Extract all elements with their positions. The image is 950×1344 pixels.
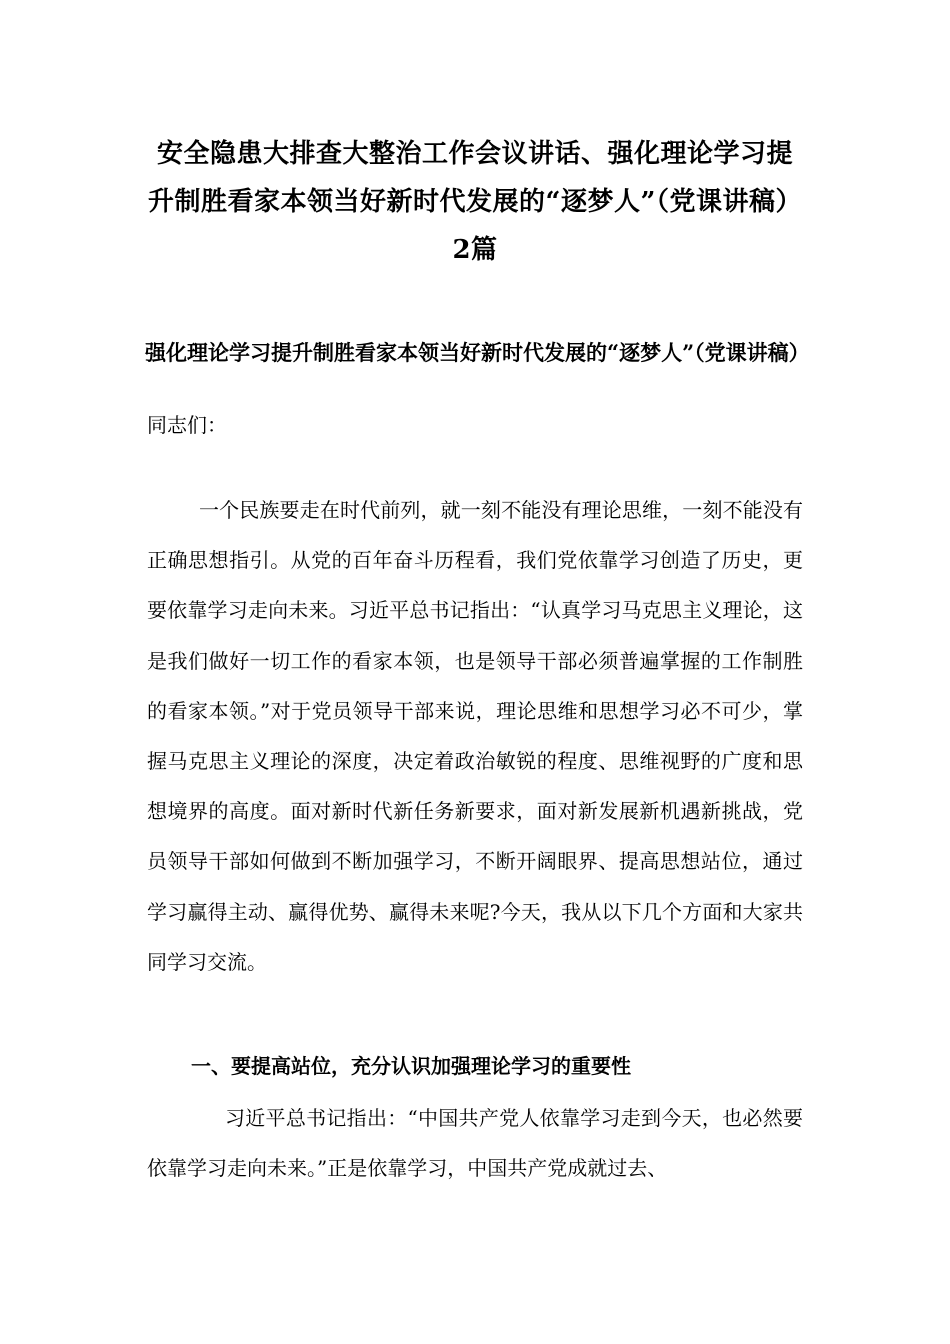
salutation: 同志们： xyxy=(147,413,227,437)
body-paragraph-1: 一个民族要走在时代前列，就一刻不能没有理论思维，一刻不能没有正确思想指引。从党的百年奋斗历程看，我们党依靠学习创造了历史，更要依靠学习走向未来。习近平总书记指出：“认真学习马克思主义理论，这是我们做好一切工作的看家本领，也是领导干部必须普遍掌握的工作制胜的看家本领。”对于党员领导干部来说，理论思维和思想学习必不可少，掌握马克思主义理论的深度，决定着政治敏锐的程度、思维视野的广度和思想境界的高度。面对新时代新任务新要求，面对新发展新机遇新挑战，党员领导干部如何做到不断加强学习，不断开阔眼界、提高思想站位，通过学习赢得主动、赢得优势、赢得未来呢?今天，我从以下几个方面和大家共同学习交流。 xyxy=(147,498,803,974)
section-title: 强化理论学习提升制胜看家本领当好新时代发展的“逐梦人”（党课讲稿） xyxy=(145,340,810,365)
body-paragraph-2: 习近平总书记指出：“中国共产党人依靠学习走到今天，也必然要依靠学习走向未来。”正是依靠学习，中国共产党成就过去、 xyxy=(147,1106,803,1181)
document-title: 安全隐患大排查大整治工作会议讲话、强化理论学习提升制胜看家本领当好新时代发展的“逐梦人”（党课讲稿）2篇 xyxy=(148,139,802,265)
section-heading-1: 一、要提高站位，充分认识加强理论学习的重要性 xyxy=(191,1054,631,1078)
